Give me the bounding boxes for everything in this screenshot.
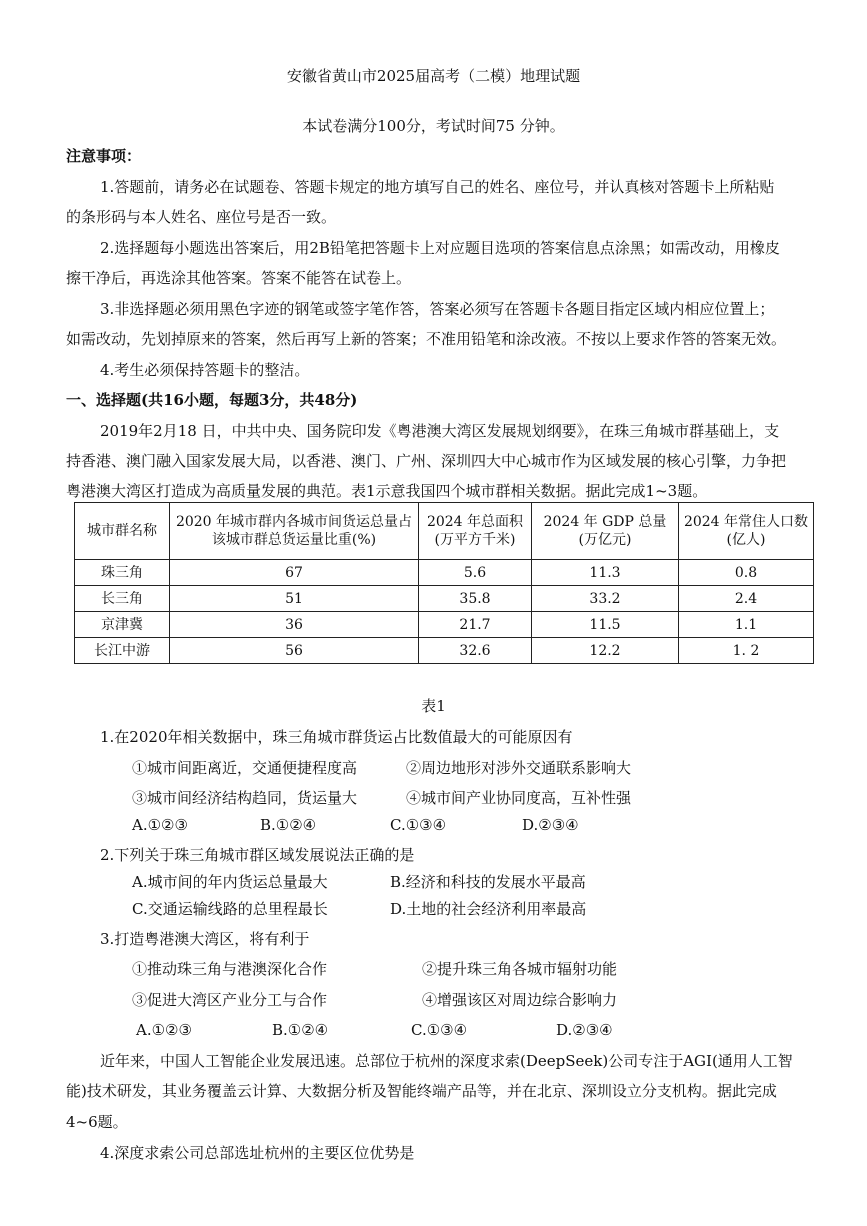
statement: ④城市间产业协同度高，互补性强 <box>406 789 632 807</box>
table-row <box>75 586 814 612</box>
table-cell: 1. 2 <box>679 638 814 664</box>
table-cell: 56 <box>170 638 419 664</box>
notice-line: 3.非选择题必须用黑色字迹的钢笔或签字笔作答，答案必须写在答题卡各题目指定区域内相应位置上； <box>100 300 775 318</box>
notice-line: 2.选择题每小题选出答案后，用2B铅笔把答题卡上对应题目选项的答案信息点涂黑；如需改动，用橡皮 <box>100 239 780 257</box>
table-cell: 21.7 <box>419 612 532 638</box>
option-a[interactable]: A.①②③ <box>136 1021 192 1039</box>
table-cell: 67 <box>170 560 419 586</box>
table-cell: 京津冀 <box>75 612 170 638</box>
option-b[interactable]: B.①②④ <box>260 816 317 834</box>
statement: ③促进大湾区产业分工与合作 <box>132 991 328 1009</box>
passage-line: 近年来，中国人工智能企业发展迅速。总部位于杭州的深度求索(DeepSeek)公司专注于AGI(通用人工智 <box>100 1052 793 1070</box>
option-c[interactable]: C.①③④ <box>411 1021 468 1039</box>
question-stem: 2.下列关于珠三角城市群区域发展说法正确的是 <box>100 846 415 864</box>
notice-line: 4.考生必须保持答题卡的整洁。 <box>100 361 310 379</box>
table-header-row <box>75 503 814 560</box>
table-header-cell: 城市群名称 <box>75 503 170 560</box>
table-row <box>75 612 814 638</box>
passage-line: 能)技术研发，其业务覆盖云计算、大数据分析及智能终端产品等，并在北京、深圳设立分支机构。据此完成 <box>66 1082 777 1100</box>
exam-info: 本试卷满分100分，考试时间75 分钟。 <box>302 117 565 135</box>
table-cell: 32.6 <box>419 638 532 664</box>
option-a[interactable]: A.城市间的年内货运总量最大 <box>132 873 328 891</box>
statement: ②提升珠三角各城市辐射功能 <box>422 960 618 978</box>
table-cell: 33.2 <box>532 586 679 612</box>
passage-line: 持香港、澳门融入国家发展大局，以香港、澳门、广州、深圳四大中心城市作为区域发展的核心引擎，力争把 <box>66 452 787 470</box>
option-a[interactable]: A.①②③ <box>132 816 188 834</box>
option-b[interactable]: B.经济和科技的发展水平最高 <box>390 873 586 891</box>
notice-line: 擦干净后，再选涂其他答案。答案不能答在试卷上。 <box>66 269 412 287</box>
city-cluster-table <box>74 502 814 664</box>
notice-line: 1.答题前，请务必在试题卷、答题卡规定的地方填写自己的姓名、座位号，并认真核对答题卡上所粘贴 <box>100 178 775 196</box>
notice-line: 的条形码与本人姓名、座位号是否一致。 <box>66 208 337 226</box>
statement: ②周边地形对涉外交通联系影响大 <box>406 759 632 777</box>
table-cell: 2.4 <box>679 586 814 612</box>
table-cell: 珠三角 <box>75 560 170 586</box>
table-header-cell: 2024 年总面积(万平方千米) <box>419 503 532 560</box>
statement: ①城市间距离近，交通便捷程度高 <box>132 759 358 777</box>
table-cell: 36 <box>170 612 419 638</box>
statement: ④增强该区对周边综合影响力 <box>422 991 618 1009</box>
table-cell: 11.5 <box>532 612 679 638</box>
table-cell: 1.1 <box>679 612 814 638</box>
option-c[interactable]: C.交通运输线路的总里程最长 <box>132 900 328 918</box>
option-d[interactable]: D.②③④ <box>556 1021 613 1039</box>
passage-line: 粤港澳大湾区打造成为高质量发展的典范。表1示意我国四个城市群相关数据。据此完成1~3题。 <box>66 482 708 500</box>
notice-line: 如需改动，先划掉原来的答案，然后再写上新的答案；不准用铅笔和涂改液。不按以上要求作答的答案无效。 <box>66 330 787 348</box>
question-stem: 1.在2020年相关数据中，珠三角城市群货运占比数值最大的可能原因有 <box>100 728 573 746</box>
table-header-cell: 2020 年城市群内各城市间货运总量占该城市群总货运量比重(%) <box>170 503 419 560</box>
table-cell: 长江中游 <box>75 638 170 664</box>
table-cell: 长三角 <box>75 586 170 612</box>
table-cell: 0.8 <box>679 560 814 586</box>
passage-line: 4~6题。 <box>66 1113 128 1131</box>
question-stem: 3.打造粤港澳大湾区，将有利于 <box>100 930 310 948</box>
statement: ③城市间经济结构趋同，货运量大 <box>132 789 358 807</box>
question-stem: 4.深度求索公司总部选址杭州的主要区位优势是 <box>100 1144 415 1162</box>
table-header-cell: 2024 年 GDP 总量(万亿元) <box>532 503 679 560</box>
table-row <box>75 560 814 586</box>
table-cell: 12.2 <box>532 638 679 664</box>
passage-line: 2019年2月18 日，中共中央、国务院印发《粤港澳大湾区发展规划纲要》，在珠三角城市群基础上，支 <box>100 422 780 440</box>
notice-heading: 注意事项： <box>66 147 142 165</box>
table-cell: 11.3 <box>532 560 679 586</box>
option-d[interactable]: D.②③④ <box>522 816 579 834</box>
page-title: 安徽省黄山市2025届高考（二模）地理试题 <box>286 67 581 85</box>
table-cell: 35.8 <box>419 586 532 612</box>
option-b[interactable]: B.①②④ <box>272 1021 329 1039</box>
statement: ①推动珠三角与港澳深化合作 <box>132 960 328 978</box>
table-caption: 表1 <box>421 697 446 715</box>
table-cell: 51 <box>170 586 419 612</box>
section-heading: 一、选择题(共16小题，每题3分，共48分) <box>66 391 358 409</box>
table-cell: 5.6 <box>419 560 532 586</box>
option-c[interactable]: C.①③④ <box>390 816 447 834</box>
table-row <box>75 638 814 664</box>
option-d[interactable]: D.土地的社会经济利用率最高 <box>390 900 587 918</box>
table-header-cell: 2024 年常住人口数(亿人) <box>679 503 814 560</box>
